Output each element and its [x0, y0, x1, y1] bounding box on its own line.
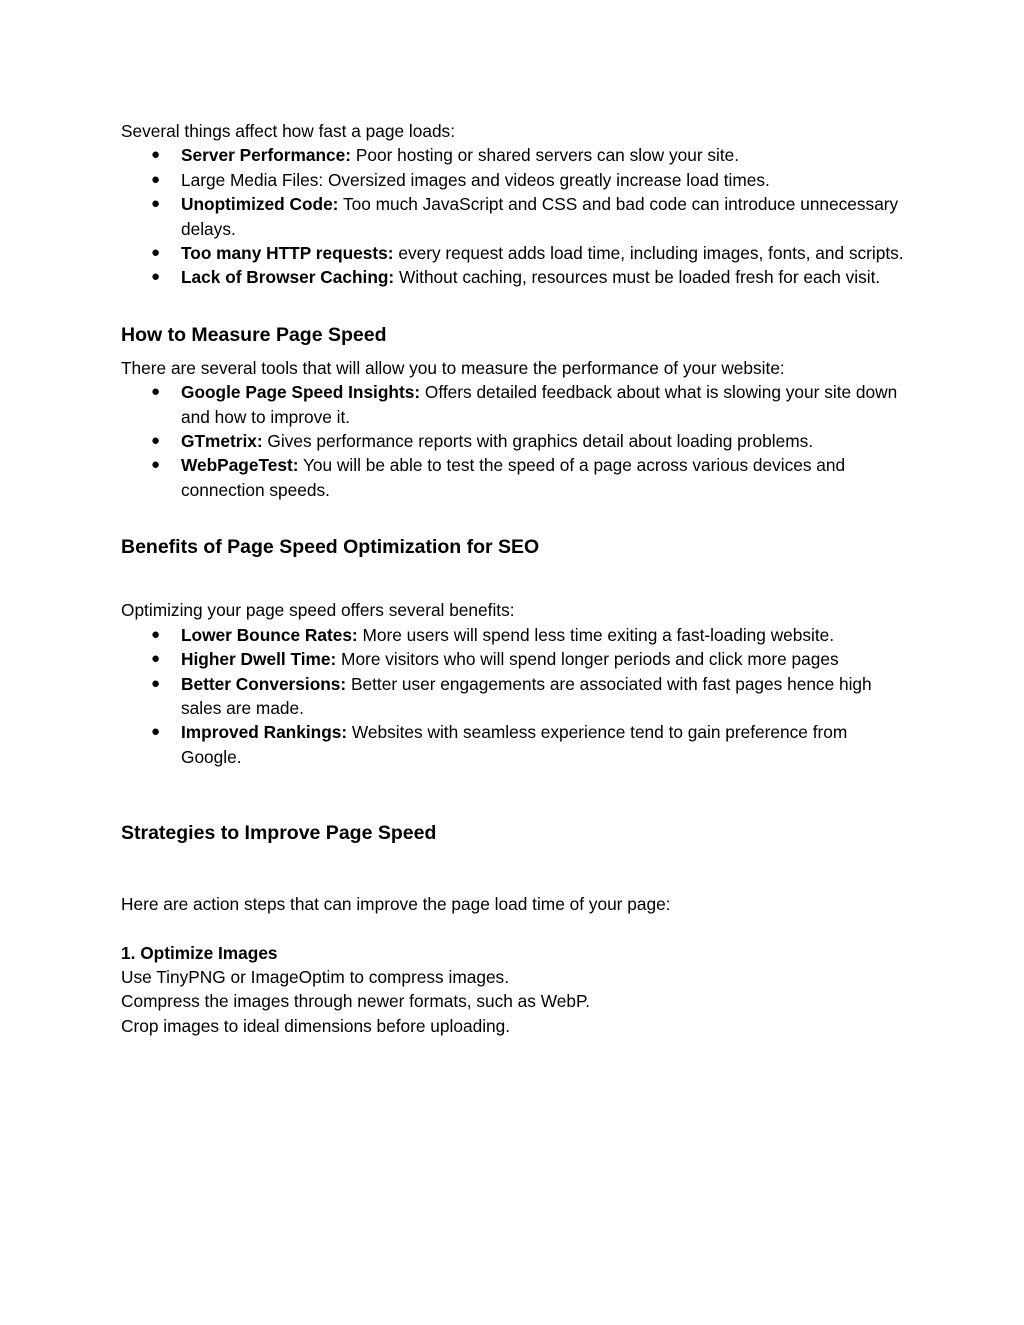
step-line: Compress the images through newer formats, such as WebP.	[121, 991, 591, 1012]
strategies-intro: Here are action steps that can improve the page load time of your page:	[121, 894, 671, 915]
item-term: GTmetrix:	[181, 431, 263, 452]
step-line: Use TinyPNG or ImageOptim to compress images.	[121, 966, 509, 987]
item-term: Improved Rankings:	[181, 722, 348, 743]
bullet-icon: ●	[151, 146, 161, 164]
measure-tools-list	[121, 380, 911, 502]
bullet-icon: ●	[151, 674, 161, 692]
measure-heading: How to Measure Page Speed	[121, 323, 387, 346]
list-item	[121, 168, 911, 192]
list-item	[121, 672, 911, 721]
bullet-icon: ●	[151, 625, 161, 643]
item-term: Lower Bounce Rates:	[181, 624, 358, 645]
bullet-icon: ●	[151, 650, 161, 668]
step-title-text: 1. Optimize Images	[121, 942, 278, 963]
list-item	[121, 623, 911, 647]
list-item	[121, 647, 911, 671]
benefits-heading: Benefits of Page Speed Optimization for SEO	[121, 536, 540, 559]
item-term: Better Conversions:	[181, 673, 347, 694]
bullet-icon: ●	[151, 244, 161, 262]
list-item	[121, 241, 911, 265]
factors-intro: Several things affect how fast a page loads:	[121, 121, 455, 141]
item-text: Poor hosting or shared servers can slow your site.	[351, 145, 740, 166]
bullet-icon: ●	[151, 383, 161, 401]
step-title	[121, 941, 911, 965]
item-text: Large Media Files: Oversized images and videos greatly increase load times.	[181, 169, 770, 190]
list-item	[121, 380, 911, 429]
list-item	[121, 720, 911, 769]
item-text: every request adds load time, including images, fonts, and scripts.	[393, 243, 904, 264]
list-item	[121, 429, 911, 453]
bullet-icon: ●	[151, 432, 161, 450]
item-text: More users will spend less time exiting a fast-loading website.	[357, 624, 835, 645]
list-item	[121, 453, 911, 502]
item-term: Unoptimized Code:	[181, 194, 339, 215]
item-term: Google Page Speed Insights:	[181, 382, 421, 403]
factors-list	[121, 143, 911, 289]
item-text: Without caching, resources must be loaded fresh for each visit.	[394, 267, 881, 288]
item-text: More visitors who will spend longer periods and click more pages	[336, 649, 839, 670]
item-text: Too much JavaScript and CSS and bad code can introduce unnecessary delays.	[181, 194, 899, 239]
list-item	[121, 143, 911, 167]
item-term: WebPageTest:	[181, 455, 299, 476]
step-line: Crop images to ideal dimensions before uploading.	[121, 1015, 511, 1036]
item-term: Server Performance:	[181, 145, 352, 166]
list-item	[121, 192, 911, 241]
document-page	[121, 119, 911, 1038]
item-text: Gives performance reports with graphics detail about loading problems.	[262, 431, 814, 452]
item-term: Lack of Browser Caching:	[181, 267, 395, 288]
bullet-icon: ●	[151, 268, 161, 286]
item-text: Offers detailed feedback about what is slowing your site down and how to improve it.	[181, 382, 898, 427]
benefits-list	[121, 623, 911, 769]
bullet-icon: ●	[151, 195, 161, 213]
measure-intro: There are several tools that will allow you to measure the performance of your website:	[121, 357, 785, 378]
item-text: Better user engagements are associated with fast pages hence high sales are made.	[181, 673, 872, 718]
item-term: Higher Dwell Time:	[181, 649, 337, 670]
benefits-intro: Optimizing your page speed offers several benefits:	[121, 600, 515, 621]
bullet-icon: ●	[151, 723, 161, 741]
strategies-heading: Strategies to Improve Page Speed	[121, 822, 437, 845]
item-term: Too many HTTP requests:	[181, 243, 394, 264]
item-text: Websites with seamless experience tend to gain preference from Google.	[181, 722, 848, 767]
bullet-icon: ●	[151, 456, 161, 474]
list-item	[121, 265, 911, 289]
item-text: You will be able to test the speed of a page across various devices and connection speeds.	[181, 455, 846, 500]
bullet-icon: ●	[151, 170, 161, 188]
